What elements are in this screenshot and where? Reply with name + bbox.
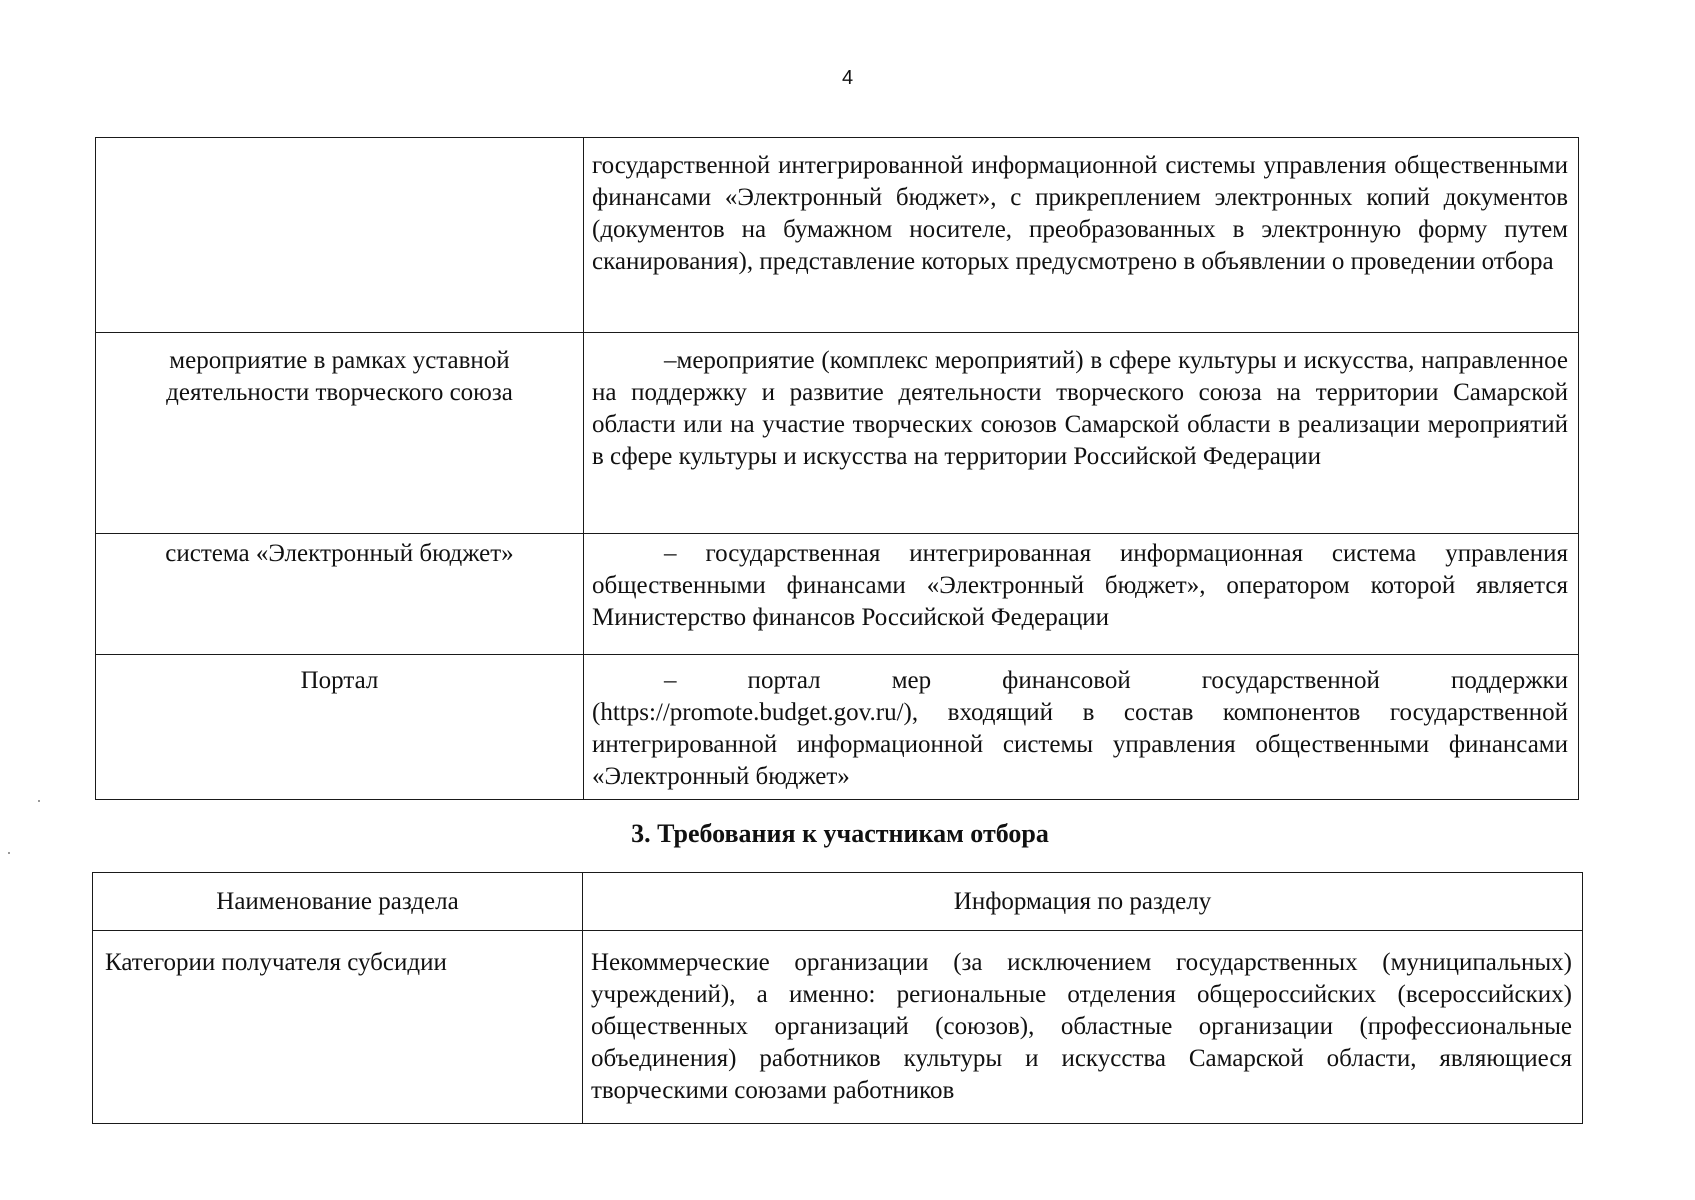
term-text: мероприятие в рамках уставной деятельности творческого союза: [166, 347, 513, 406]
definition-text: – портал мер финансовой государственной поддержки (https://promote.budget.gov.ru/), входящий в состав компонентов государственной интегрированной информационной системы управления общественными финансами «Электронный бюджет»: [592, 667, 1568, 790]
section-name-cell: [93, 931, 583, 1124]
definitions-table: [95, 137, 1579, 800]
definition-text: государственной интегрированной информационной системы управления общественными финансами «Электронный бюджет», с прикреплением электронных копий документов (документов на бумажном носителе, преобразованных в электронную форму путем сканирования), представление которых предусмотрено в объявлении о проведении отбора: [592, 152, 1568, 275]
definition-cell: [584, 655, 1579, 800]
definition-cell: [584, 534, 1579, 655]
term-text: система «Электронный бюджет»: [165, 540, 514, 567]
section-info-text: Некоммерческие организации (за исключением государственных (муниципальных) учреждений), а именно: региональные отделения общероссийских (всероссийских) общественных организаций (союзов), областные организации (профессиональные объединения) работников культуры и искусства Самарской области, являющиеся творческими союзами работников: [591, 949, 1572, 1104]
definition-cell: [584, 138, 1579, 333]
scan-mark: [38, 800, 40, 802]
table-header-row: [93, 873, 1583, 931]
section-name-text: Категории получателя субсидии: [105, 949, 447, 976]
table-row: [93, 931, 1583, 1124]
table-row: [96, 138, 1579, 333]
definition-text: – государственная интегрированная информационная система управления общественными финансами «Электронный бюджет», оператором которой является Министерство финансов Российской Федерации: [592, 540, 1568, 631]
definition-cell: [584, 333, 1579, 534]
table-row: [96, 655, 1579, 800]
scan-mark: [8, 852, 10, 854]
term-cell: [96, 534, 584, 655]
section-heading: 3. Требования к участникам отбора: [631, 819, 1049, 848]
term-cell: [96, 655, 584, 800]
term-cell: [96, 138, 584, 333]
table-row: [96, 333, 1579, 534]
term-text: Портал: [300, 667, 379, 694]
column-header-info: Информация по разделу: [583, 873, 1583, 931]
section-info-cell: [583, 931, 1583, 1124]
term-cell: [96, 333, 584, 534]
column-header-name: Наименование раздела: [93, 873, 583, 931]
page-number: 4: [841, 67, 854, 89]
table-row: [96, 534, 1579, 655]
requirements-table: [92, 872, 1583, 1124]
definition-text: –мероприятие (комплекс мероприятий) в сфере культуры и искусства, направленное на поддержку и развитие деятельности творческого союза на территории Самарской области или на участие творческих союзов Самарской области в реализации мероприятий в сфере культуры и искусства на территории Российской Федерации: [592, 347, 1568, 470]
